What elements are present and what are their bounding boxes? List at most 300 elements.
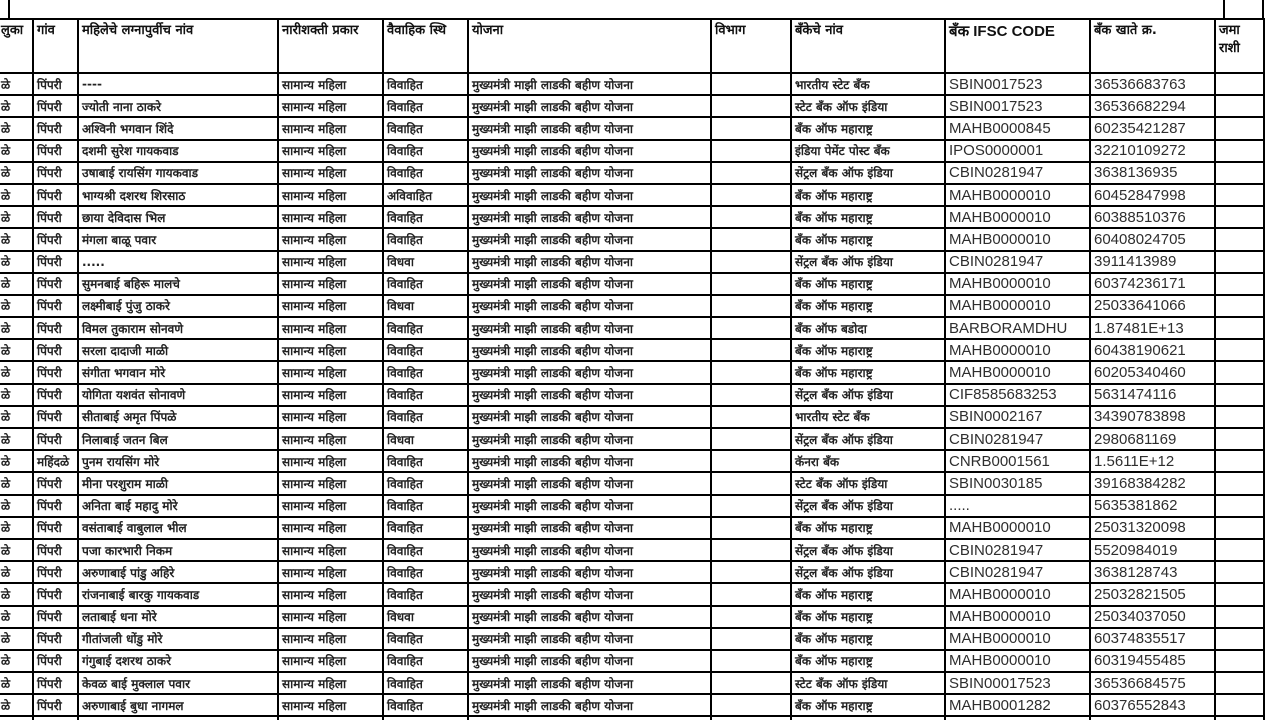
cell-bank_name: सेंट्रल बँक ऑफ इंडिया: [791, 251, 945, 273]
cell-ifsc: CBIN0281947: [945, 162, 1090, 184]
cell-village: पिंपरी: [33, 162, 78, 184]
cell-marital_status: विवाहित: [383, 406, 468, 428]
cell-maiden_name: लताबाई धना मोरे: [78, 606, 278, 628]
cell-marital_status: विवाहित: [383, 672, 468, 694]
cell-scheme: मुख्यमंत्री माझी लाडकी बहीण योजना: [468, 428, 711, 450]
column-header-deposit: जमा राशी: [1215, 19, 1264, 73]
cell-ifsc: .....: [945, 495, 1090, 517]
cell-narishakti_type: सामान्य महिला: [278, 73, 383, 95]
cell-taluka: ळे: [0, 140, 33, 162]
cell-taluka: ळे: [0, 694, 33, 716]
cell-village: पिंपरी: [33, 361, 78, 383]
cell-taluka: ळे: [0, 472, 33, 494]
cell-taluka: ळे: [0, 95, 33, 117]
cell-village: पिंपरी: [33, 273, 78, 295]
cell-taluka: ळे: [0, 672, 33, 694]
cell-bank_name: बँक ऑफ महाराष्ट्र: [791, 694, 945, 716]
cell-department: [711, 694, 791, 716]
cell-village: पिंपरी: [33, 650, 78, 672]
table-body: [0, 73, 1264, 720]
cell-village: पिंपरी: [33, 428, 78, 450]
cell-ifsc: SBIN0002167: [945, 406, 1090, 428]
cell-account_no: 36536684575: [1090, 672, 1215, 694]
cell-account_no: 60388510376: [1090, 206, 1215, 228]
cell-narishakti_type: सामान्य महिला: [278, 251, 383, 273]
column-header-narishakti-type: नारीशक्ती प्रकार: [278, 19, 383, 73]
cell-marital_status: विवाहित: [383, 361, 468, 383]
cell-bank_name: बँक ऑफ महाराष्ट्र: [791, 117, 945, 139]
cell-bank_name: बँक ऑफ बडोदा: [791, 317, 945, 339]
table-row: [0, 694, 1264, 716]
cell-department: [711, 273, 791, 295]
cell-account_no: 3638128743: [1090, 561, 1215, 583]
cell-department: [711, 95, 791, 117]
cell-maiden_name: रांजनाबाई बारकु गायकवाड: [78, 583, 278, 605]
table-row: [0, 517, 1264, 539]
cell-scheme: मुख्यमंत्री माझी लाडकी बहीण योजना: [468, 295, 711, 317]
cell-marital_status: विवाहित: [383, 95, 468, 117]
column-header-bank-name: बँकेचे नांव: [791, 19, 945, 73]
cell-department: [711, 339, 791, 361]
cell-bank_name: सेंट्रल बँक ऑफ इंडिया: [791, 428, 945, 450]
cell-narishakti_type: सामान्य महिला: [278, 162, 383, 184]
cell-village: पिंपरी: [33, 339, 78, 361]
cell-ifsc: MAHB0000010: [945, 184, 1090, 206]
cell-village: पिंपरी: [33, 672, 78, 694]
cell-department: [711, 295, 791, 317]
cell-taluka: ळे: [0, 228, 33, 250]
table-row: [0, 628, 1264, 650]
cell-ifsc: MAHB0000010: [945, 583, 1090, 605]
cell-marital_status: विवाहित: [383, 228, 468, 250]
cell-ifsc: MAHB0000010: [945, 206, 1090, 228]
cell-bank_name: बँक ऑफ महाराष्ट्र: [791, 628, 945, 650]
cell-marital_status: विवाहित: [383, 273, 468, 295]
cell-marital_status: विधवा: [383, 295, 468, 317]
column-header-scheme: योजना: [468, 19, 711, 73]
cell-bank_name: बँक ऑफ महाराष्ट्र: [791, 361, 945, 383]
cell-department: [711, 384, 791, 406]
cell-department: [711, 361, 791, 383]
cell-maiden_name: पुनम रायसिंग मोरे: [78, 450, 278, 472]
cell-deposit: [1215, 162, 1264, 184]
cell-scheme: मुख्यमंत्री माझी लाडकी बहीण योजना: [468, 206, 711, 228]
cell-taluka: ळे: [0, 539, 33, 561]
cell-account_no: 5520984019: [1090, 539, 1215, 561]
cell-account_no: 34390783898: [1090, 406, 1215, 428]
cell-scheme: मुख्यमंत्री माझी लाडकी बहीण योजना: [468, 361, 711, 383]
cell-account_no: 1.87481E+13: [1090, 317, 1215, 339]
table-row: [0, 206, 1264, 228]
cell-maiden_name: छाया देविदास भिल: [78, 206, 278, 228]
column-header-taluka: लुका: [0, 19, 33, 73]
table-row: [0, 606, 1264, 628]
cell-bank_name: स्टेट बँक ऑफ इंडिया: [791, 672, 945, 694]
cell-scheme: मुख्यमंत्री माझी लाडकी बहीण योजना: [468, 650, 711, 672]
cell-village: पिंपरी: [33, 384, 78, 406]
cell-account_no: 3911413989: [1090, 251, 1215, 273]
cell-village: पिंपरी: [33, 206, 78, 228]
cell-scheme: मुख्यमंत्री माझी लाडकी बहीण योजना: [468, 117, 711, 139]
table-row: [0, 162, 1264, 184]
cell-marital_status: [383, 716, 468, 720]
cell-taluka: ळे: [0, 295, 33, 317]
cell-deposit: [1215, 95, 1264, 117]
cell-department: [711, 184, 791, 206]
cell-village: पिंपरी: [33, 184, 78, 206]
cell-narishakti_type: सामान्य महिला: [278, 650, 383, 672]
cell-village: पिंपरी: [33, 495, 78, 517]
cell-deposit: [1215, 450, 1264, 472]
cell-narishakti_type: सामान्य महिला: [278, 628, 383, 650]
cell-department: [711, 73, 791, 95]
cell-department: [711, 672, 791, 694]
cell-bank_name: स्टेट बँक ऑफ इंडिया: [791, 95, 945, 117]
cell-taluka: ळे: [0, 650, 33, 672]
cell-department: [711, 606, 791, 628]
cell-maiden_name: उषाबाई रायसिंग गायकवाड: [78, 162, 278, 184]
cell-narishakti_type: सामान्य महिला: [278, 672, 383, 694]
cell-bank_name: स्टेट बँक ऑफ इंडिया: [791, 472, 945, 494]
cell-deposit: [1215, 472, 1264, 494]
cell-ifsc: CBIN0281947: [945, 428, 1090, 450]
cell-maiden_name: निलाबाई जतन बिल: [78, 428, 278, 450]
cell-scheme: मुख्यमंत्री माझी लाडकी बहीण योजना: [468, 273, 711, 295]
cell-ifsc: MAHB0000010: [945, 339, 1090, 361]
cell-marital_status: विवाहित: [383, 317, 468, 339]
cell-narishakti_type: सामान्य महिला: [278, 406, 383, 428]
cell-scheme: मुख्यमंत्री माझी लाडकी बहीण योजना: [468, 406, 711, 428]
cell-ifsc: MAHB0000845: [945, 117, 1090, 139]
cell-ifsc: MAHB0000010: [945, 606, 1090, 628]
cell-scheme: मुख्यमंत्री माझी लाडकी बहीण योजना: [468, 583, 711, 605]
cell-marital_status: विवाहित: [383, 339, 468, 361]
cell-maiden_name: अश्विनी भगवान शिंदे: [78, 117, 278, 139]
cell-bank_name: बँक ऑफ महाराष्ट्र: [791, 650, 945, 672]
cell-scheme: मुख्यमंत्री माझी लाडकी बहीण योजना: [468, 561, 711, 583]
cell-deposit: [1215, 273, 1264, 295]
cell-maiden_name: सीताबाई अमृत पिंपळे: [78, 406, 278, 428]
table-row: [0, 73, 1264, 95]
cell-maiden_name: संगीता भगवान मोरे: [78, 361, 278, 383]
cell-village: पिंपरी: [33, 73, 78, 95]
cell-ifsc: CIF8585683253: [945, 384, 1090, 406]
cell-village: पिंपरी: [33, 694, 78, 716]
cell-scheme: मुख्यमंत्री माझी लाडकी बहीण योजना: [468, 517, 711, 539]
cell-taluka: ळे: [0, 450, 33, 472]
cell-narishakti_type: सामान्य महिला: [278, 206, 383, 228]
cell-deposit: [1215, 228, 1264, 250]
cell-deposit: [1215, 583, 1264, 605]
column-header-village: गांव: [33, 19, 78, 73]
cell-scheme: मुख्यमंत्री माझी लाडकी बहीण योजना: [468, 628, 711, 650]
cell-village: पिंपरी: [33, 95, 78, 117]
cell-deposit: [1215, 672, 1264, 694]
cell-account_no: 2980681169: [1090, 428, 1215, 450]
cell-ifsc: [945, 716, 1090, 720]
cell-deposit: [1215, 361, 1264, 383]
cell-ifsc: IPOS0000001: [945, 140, 1090, 162]
cell-department: [711, 228, 791, 250]
divider: [1262, 0, 1264, 18]
cell-scheme: मुख्यमंत्री माझी लाडकी बहीण योजना: [468, 140, 711, 162]
cell-village: पिंपरी: [33, 406, 78, 428]
cell-marital_status: विवाहित: [383, 495, 468, 517]
cell-narishakti_type: सामान्य महिला: [278, 450, 383, 472]
cell-ifsc: CBIN0281947: [945, 561, 1090, 583]
cell-marital_status: विवाहित: [383, 472, 468, 494]
beneficiary-table: [0, 18, 1265, 720]
cell-bank_name: बँक ऑफ महाराष्ट्र: [791, 206, 945, 228]
cell-bank_name: भारतीय स्टेट बँक: [791, 406, 945, 428]
cell-account_no: 36536683763: [1090, 73, 1215, 95]
header-row: [0, 19, 1264, 73]
cell-ifsc: CNRB0001561: [945, 450, 1090, 472]
cell-department: [711, 650, 791, 672]
cell-department: [711, 406, 791, 428]
cell-narishakti_type: सामान्य महिला: [278, 95, 383, 117]
cell-deposit: [1215, 628, 1264, 650]
cell-maiden_name: अनिता बाई महादु मोरे: [78, 495, 278, 517]
cell-narishakti_type: सामान्य महिला: [278, 384, 383, 406]
cell-ifsc: CBIN0281947: [945, 539, 1090, 561]
cell-marital_status: विवाहित: [383, 561, 468, 583]
cell-scheme: मुख्यमंत्री माझी लाडकी बहीण योजना: [468, 95, 711, 117]
cell-account_no: 60376552843: [1090, 694, 1215, 716]
cell-department: [711, 251, 791, 273]
cell-narishakti_type: सामान्य महिला: [278, 539, 383, 561]
cell-deposit: [1215, 650, 1264, 672]
cell-maiden_name: .....: [78, 251, 278, 273]
cell-village: पिंपरी: [33, 628, 78, 650]
cell-deposit: [1215, 428, 1264, 450]
cell-account_no: 3638136935: [1090, 162, 1215, 184]
cell-marital_status: विवाहित: [383, 140, 468, 162]
cell-ifsc: MAHB0001282: [945, 694, 1090, 716]
column-header-account-no: बँक खाते क्र.: [1090, 19, 1215, 73]
cell-marital_status: विवाहित: [383, 517, 468, 539]
cell-narishakti_type: सामान्य महिला: [278, 561, 383, 583]
cell-deposit: [1215, 206, 1264, 228]
table-row: [0, 339, 1264, 361]
cell-deposit: [1215, 495, 1264, 517]
cell-marital_status: विधवा: [383, 428, 468, 450]
cell-account_no: 25031320098: [1090, 517, 1215, 539]
cell-bank_name: सेंट्रल बँक ऑफ इंडिया: [791, 384, 945, 406]
cell-maiden_name: गीतांजली धोंडु मोरे: [78, 628, 278, 650]
cell-ifsc: MAHB0000010: [945, 650, 1090, 672]
cell-village: पिंपरी: [33, 317, 78, 339]
cell-village: पिंपरी: [33, 295, 78, 317]
cell-village: पिंपरी: [33, 517, 78, 539]
cell-deposit: [1215, 184, 1264, 206]
cell-taluka: ळे: [0, 206, 33, 228]
cell-ifsc: CBIN0281947: [945, 251, 1090, 273]
cell-deposit: [1215, 539, 1264, 561]
cell-account_no: 60438190621: [1090, 339, 1215, 361]
cell-maiden_name: अरुणाबाई बुधा नागमल: [78, 694, 278, 716]
table-row: [0, 317, 1264, 339]
cell-narishakti_type: सामान्य महिला: [278, 140, 383, 162]
cell-narishakti_type: [278, 716, 383, 720]
column-header-marital-status: वैवाहिक स्थि: [383, 19, 468, 73]
cell-bank_name: कॅनरा बँक: [791, 450, 945, 472]
cell-scheme: मुख्यमंत्री माझी लाडकी बहीण योजना: [468, 228, 711, 250]
cell-narishakti_type: सामान्य महिला: [278, 472, 383, 494]
cell-bank_name: बँक ऑफ महाराष्ट्र: [791, 517, 945, 539]
cell-maiden_name: दशमी सुरेश गायकवाड: [78, 140, 278, 162]
cell-maiden_name: पजा कारभारी निकम: [78, 539, 278, 561]
table-row: [0, 228, 1264, 250]
cell-account_no: 60374236171: [1090, 273, 1215, 295]
cell-account_no: 39168384282: [1090, 472, 1215, 494]
cell-scheme: मुख्यमंत्री माझी लाडकी बहीण योजना: [468, 495, 711, 517]
cell-department: [711, 140, 791, 162]
cell-bank_name: बँक ऑफ महाराष्ट्र: [791, 273, 945, 295]
cell-village: पिंपरी: [33, 606, 78, 628]
cell-narishakti_type: सामान्य महिला: [278, 428, 383, 450]
cell-ifsc: MAHB0000010: [945, 517, 1090, 539]
cell-department: [711, 539, 791, 561]
cell-maiden_name: लक्ष्मीबाई पुंजु ठाकरे: [78, 295, 278, 317]
cell-bank_name: बँक ऑफ महाराष्ट्र: [791, 583, 945, 605]
cell-account_no: 36536682294: [1090, 95, 1215, 117]
cell-account_no: 60319455485: [1090, 650, 1215, 672]
cell-maiden_name: ज्योती नाना ठाकरे: [78, 95, 278, 117]
cell-village: पिंपरी: [33, 539, 78, 561]
table-row: [0, 117, 1264, 139]
cell-narishakti_type: सामान्य महिला: [278, 694, 383, 716]
table-row: [0, 95, 1264, 117]
cell-deposit: [1215, 295, 1264, 317]
cell-taluka: ळे: [0, 428, 33, 450]
cell-marital_status: विवाहित: [383, 583, 468, 605]
cell-taluka: ळे: [0, 162, 33, 184]
cell-deposit: [1215, 406, 1264, 428]
cell-scheme: मुख्यमंत्री माझी लाडकी बहीण योजना: [468, 184, 711, 206]
table-row: [0, 495, 1264, 517]
cell-taluka: ळे: [0, 339, 33, 361]
cell-maiden_name: मंगला बाळू पवार: [78, 228, 278, 250]
cell-marital_status: विवाहित: [383, 450, 468, 472]
cell-narishakti_type: सामान्य महिला: [278, 117, 383, 139]
table-row: [0, 583, 1264, 605]
cell-narishakti_type: सामान्य महिला: [278, 228, 383, 250]
cell-ifsc: MAHB0000010: [945, 361, 1090, 383]
cell-department: [711, 162, 791, 184]
table-row: [0, 672, 1264, 694]
cell-ifsc: SBIN0017523: [945, 73, 1090, 95]
cell-marital_status: विवाहित: [383, 650, 468, 672]
divider: [8, 0, 10, 18]
cell-department: [711, 117, 791, 139]
cell-maiden_name: वसंताबाई वाबुलाल भील: [78, 517, 278, 539]
cell-maiden_name: केवळ बाई मुक्लाल पवार: [78, 672, 278, 694]
cell-department: [711, 472, 791, 494]
cell-village: पिंपरी: [33, 561, 78, 583]
table-row: [0, 273, 1264, 295]
table-row: [0, 295, 1264, 317]
cell-account_no: 60235421287: [1090, 117, 1215, 139]
cell-bank_name: बँक ऑफ महाराष्ट्र: [791, 295, 945, 317]
cell-account_no: 60408024705: [1090, 228, 1215, 250]
cell-scheme: मुख्यमंत्री माझी लाडकी बहीण योजना: [468, 384, 711, 406]
cell-taluka: ळे: [0, 117, 33, 139]
cell-maiden_name: विमल तुकाराम सोनवणे: [78, 317, 278, 339]
cell-scheme: मुख्यमंत्री माझी लाडकी बहीण योजना: [468, 539, 711, 561]
table-row: [0, 361, 1264, 383]
table-row: [0, 539, 1264, 561]
column-header-maiden-name: महिलेचे लग्नापुर्वीच नांव: [78, 19, 278, 73]
cell-village: पिंपरी: [33, 140, 78, 162]
cell-taluka: ळे: [0, 184, 33, 206]
cell-ifsc: MAHB0000010: [945, 228, 1090, 250]
cell-narishakti_type: सामान्य महिला: [278, 317, 383, 339]
cell-account_no: 25032821505: [1090, 583, 1215, 605]
table-row: [0, 384, 1264, 406]
cell-narishakti_type: सामान्य महिला: [278, 495, 383, 517]
cell-deposit: [1215, 694, 1264, 716]
cell-deposit: [1215, 606, 1264, 628]
cell-marital_status: विधवा: [383, 606, 468, 628]
cell-marital_status: विवाहित: [383, 694, 468, 716]
cell-bank_name: सेंट्रल बँक ऑफ इंडिया: [791, 539, 945, 561]
cell-scheme: मुख्यमंत्री माझी लाडकी बहीण योजना: [468, 339, 711, 361]
cell-deposit: [1215, 561, 1264, 583]
cell-department: [711, 628, 791, 650]
cell-account_no: 32210109272: [1090, 140, 1215, 162]
cell-scheme: मुख्यमंत्री माझी लाडकी बहीण योजना: [468, 73, 711, 95]
cell-scheme: मुख्यमंत्री माझी लाडकी बहीण योजना: [468, 251, 711, 273]
cell-taluka: ळे: [0, 251, 33, 273]
cell-ifsc: MAHB0000010: [945, 295, 1090, 317]
column-header-ifsc: बँक IFSC CODE: [945, 19, 1090, 73]
cell-narishakti_type: सामान्य महिला: [278, 361, 383, 383]
table-row-partial: [0, 716, 1264, 720]
table-row: [0, 140, 1264, 162]
cell-scheme: मुख्यमंत्री माझी लाडकी बहीण योजना: [468, 450, 711, 472]
cell-account_no: 25033641066: [1090, 295, 1215, 317]
cell-maiden_name: [78, 716, 278, 720]
previous-row-remnant: [0, 0, 1280, 18]
cell-department: [711, 716, 791, 720]
cell-deposit: [1215, 251, 1264, 273]
cell-village: पिंपरी: [33, 472, 78, 494]
cell-account_no: 1.5611E+12: [1090, 450, 1215, 472]
cell-scheme: मुख्यमंत्री माझी लाडकी बहीण योजना: [468, 694, 711, 716]
cell-taluka: [0, 716, 33, 720]
cell-village: पिंपरी: [33, 583, 78, 605]
cell-village: महिंदळे: [33, 450, 78, 472]
table-row: [0, 561, 1264, 583]
cell-marital_status: अविवाहित: [383, 184, 468, 206]
cell-taluka: ळे: [0, 606, 33, 628]
cell-taluka: ळे: [0, 628, 33, 650]
cell-taluka: ळे: [0, 73, 33, 95]
cell-village: पिंपरी: [33, 117, 78, 139]
cell-bank_name: सेंट्रल बँक ऑफ इंडिया: [791, 162, 945, 184]
cell-scheme: मुख्यमंत्री माझी लाडकी बहीण योजना: [468, 672, 711, 694]
cell-narishakti_type: सामान्य महिला: [278, 583, 383, 605]
cell-bank_name: [791, 716, 945, 720]
cell-village: पिंपरी: [33, 228, 78, 250]
cell-deposit: [1215, 317, 1264, 339]
cell-ifsc: SBIN0030185: [945, 472, 1090, 494]
cell-taluka: ळे: [0, 495, 33, 517]
cell-account_no: 5635381862: [1090, 495, 1215, 517]
cell-bank_name: सेंट्रल बँक ऑफ इंडिया: [791, 561, 945, 583]
cell-marital_status: विवाहित: [383, 206, 468, 228]
